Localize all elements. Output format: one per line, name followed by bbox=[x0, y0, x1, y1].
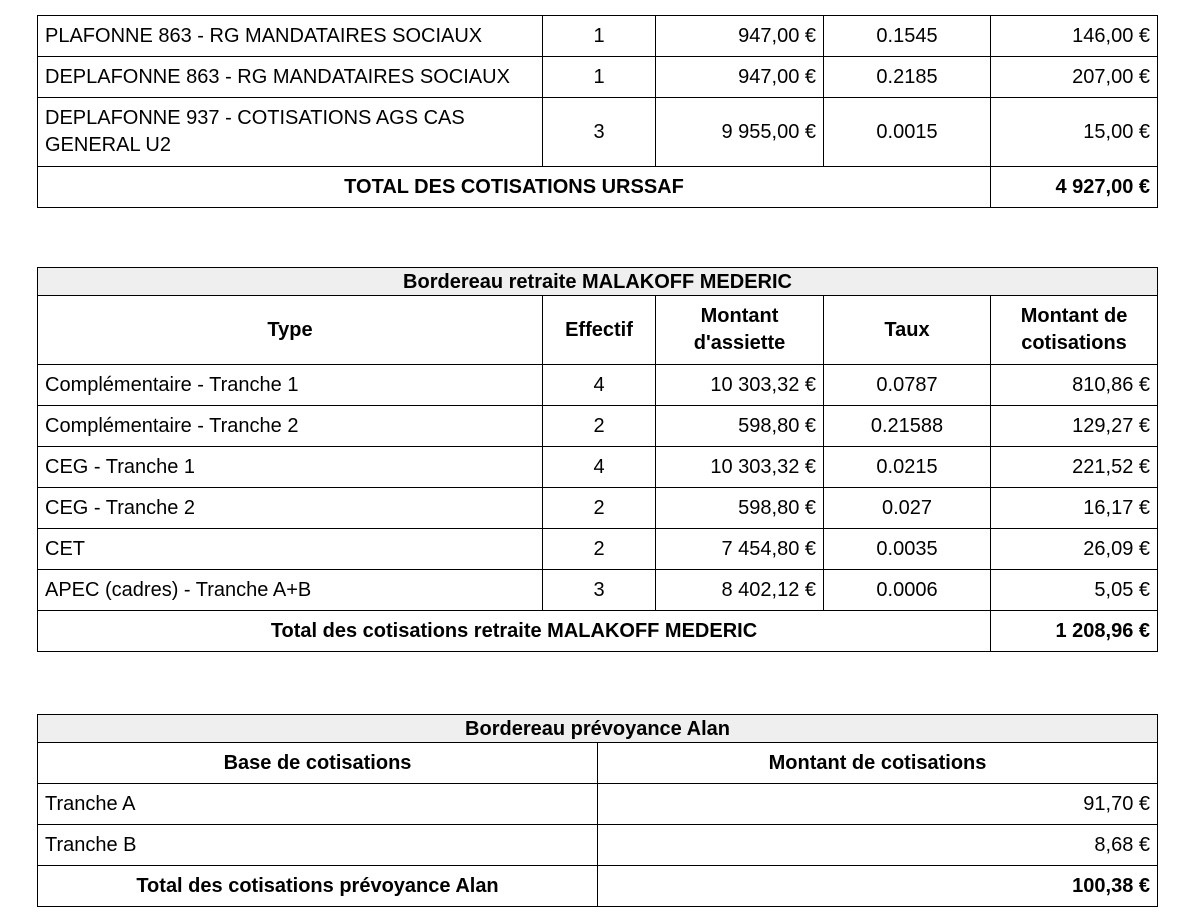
table-row bbox=[38, 365, 1158, 406]
total-value: 100,38 € bbox=[598, 866, 1158, 907]
table-title-row bbox=[38, 715, 1158, 743]
header-row bbox=[38, 743, 1158, 784]
malakoff-table bbox=[37, 267, 1158, 652]
effectif-cell: 1 bbox=[543, 16, 656, 57]
montant-cell: 207,00 € bbox=[991, 57, 1158, 98]
table-row bbox=[38, 784, 1158, 825]
effectif-cell: 2 bbox=[543, 529, 656, 570]
header-taux: Taux bbox=[824, 296, 991, 365]
type-cell: DEPLAFONNE 937 - COTISATIONS AGS CAS GENERAL U2 bbox=[38, 98, 543, 167]
montant-cell: 26,09 € bbox=[991, 529, 1158, 570]
montant-cell: 221,52 € bbox=[991, 447, 1158, 488]
table-row bbox=[38, 825, 1158, 866]
assiette-cell: 598,80 € bbox=[656, 406, 824, 447]
header-base: Base de cotisations bbox=[38, 743, 598, 784]
type-cell: CET bbox=[38, 529, 543, 570]
effectif-cell: 2 bbox=[543, 488, 656, 529]
taux-cell: 0.0006 bbox=[824, 570, 991, 611]
header-effectif: Effectif bbox=[543, 296, 656, 365]
montant-cell: 129,27 € bbox=[991, 406, 1158, 447]
table-row bbox=[38, 447, 1158, 488]
header-type: Type bbox=[38, 296, 543, 365]
header-montant: Montant de cotisations bbox=[991, 296, 1158, 365]
total-label: Total des cotisations retraite MALAKOFF MEDERIC bbox=[38, 611, 991, 652]
table-row bbox=[38, 570, 1158, 611]
montant-cell: 5,05 € bbox=[991, 570, 1158, 611]
base-cell: Tranche A bbox=[38, 784, 598, 825]
total-label: Total des cotisations prévoyance Alan bbox=[38, 866, 598, 907]
taux-cell: 0.0787 bbox=[824, 365, 991, 406]
assiette-cell: 7 454,80 € bbox=[656, 529, 824, 570]
type-cell: DEPLAFONNE 863 - RG MANDATAIRES SOCIAUX bbox=[38, 57, 543, 98]
base-cell: Tranche B bbox=[38, 825, 598, 866]
assiette-cell: 9 955,00 € bbox=[656, 98, 824, 167]
montant-cell: 146,00 € bbox=[991, 16, 1158, 57]
type-cell: CEG - Tranche 1 bbox=[38, 447, 543, 488]
table-title: Bordereau prévoyance Alan bbox=[38, 715, 1158, 743]
taux-cell: 0.027 bbox=[824, 488, 991, 529]
table-row bbox=[38, 406, 1158, 447]
assiette-cell: 598,80 € bbox=[656, 488, 824, 529]
taux-cell: 0.21588 bbox=[824, 406, 991, 447]
table-title: Bordereau retraite MALAKOFF MEDERIC bbox=[38, 268, 1158, 296]
montant-cell: 8,68 € bbox=[598, 825, 1158, 866]
assiette-cell: 10 303,32 € bbox=[656, 365, 824, 406]
table-row bbox=[38, 57, 1158, 98]
effectif-cell: 3 bbox=[543, 570, 656, 611]
assiette-cell: 8 402,12 € bbox=[656, 570, 824, 611]
effectif-cell: 1 bbox=[543, 57, 656, 98]
total-value: 4 927,00 € bbox=[991, 167, 1158, 208]
taux-cell: 0.2185 bbox=[824, 57, 991, 98]
type-cell: Complémentaire - Tranche 2 bbox=[38, 406, 543, 447]
effectif-cell: 4 bbox=[543, 447, 656, 488]
taux-cell: 0.1545 bbox=[824, 16, 991, 57]
type-cell: APEC (cadres) - Tranche A+B bbox=[38, 570, 543, 611]
montant-cell: 15,00 € bbox=[991, 98, 1158, 167]
montant-cell: 810,86 € bbox=[991, 365, 1158, 406]
urssaf-table bbox=[37, 15, 1158, 208]
total-row bbox=[38, 167, 1158, 208]
montant-cell: 91,70 € bbox=[598, 784, 1158, 825]
taux-cell: 0.0215 bbox=[824, 447, 991, 488]
table-title-row bbox=[38, 268, 1158, 296]
type-cell: CEG - Tranche 2 bbox=[38, 488, 543, 529]
type-cell: PLAFONNE 863 - RG MANDATAIRES SOCIAUX bbox=[38, 16, 543, 57]
header-montant: Montant de cotisations bbox=[598, 743, 1158, 784]
table-row bbox=[38, 98, 1158, 167]
total-row bbox=[38, 611, 1158, 652]
alan-table bbox=[37, 714, 1158, 907]
total-label: TOTAL DES COTISATIONS URSSAF bbox=[38, 167, 991, 208]
effectif-cell: 2 bbox=[543, 406, 656, 447]
taux-cell: 0.0035 bbox=[824, 529, 991, 570]
header-row bbox=[38, 296, 1158, 365]
total-row bbox=[38, 866, 1158, 907]
taux-cell: 0.0015 bbox=[824, 98, 991, 167]
header-assiette: Montant d'assiette bbox=[656, 296, 824, 365]
table-row bbox=[38, 529, 1158, 570]
montant-cell: 16,17 € bbox=[991, 488, 1158, 529]
effectif-cell: 4 bbox=[543, 365, 656, 406]
assiette-cell: 10 303,32 € bbox=[656, 447, 824, 488]
assiette-cell: 947,00 € bbox=[656, 57, 824, 98]
effectif-cell: 3 bbox=[543, 98, 656, 167]
table-row bbox=[38, 16, 1158, 57]
table-row bbox=[38, 488, 1158, 529]
total-value: 1 208,96 € bbox=[991, 611, 1158, 652]
assiette-cell: 947,00 € bbox=[656, 16, 824, 57]
type-cell: Complémentaire - Tranche 1 bbox=[38, 365, 543, 406]
